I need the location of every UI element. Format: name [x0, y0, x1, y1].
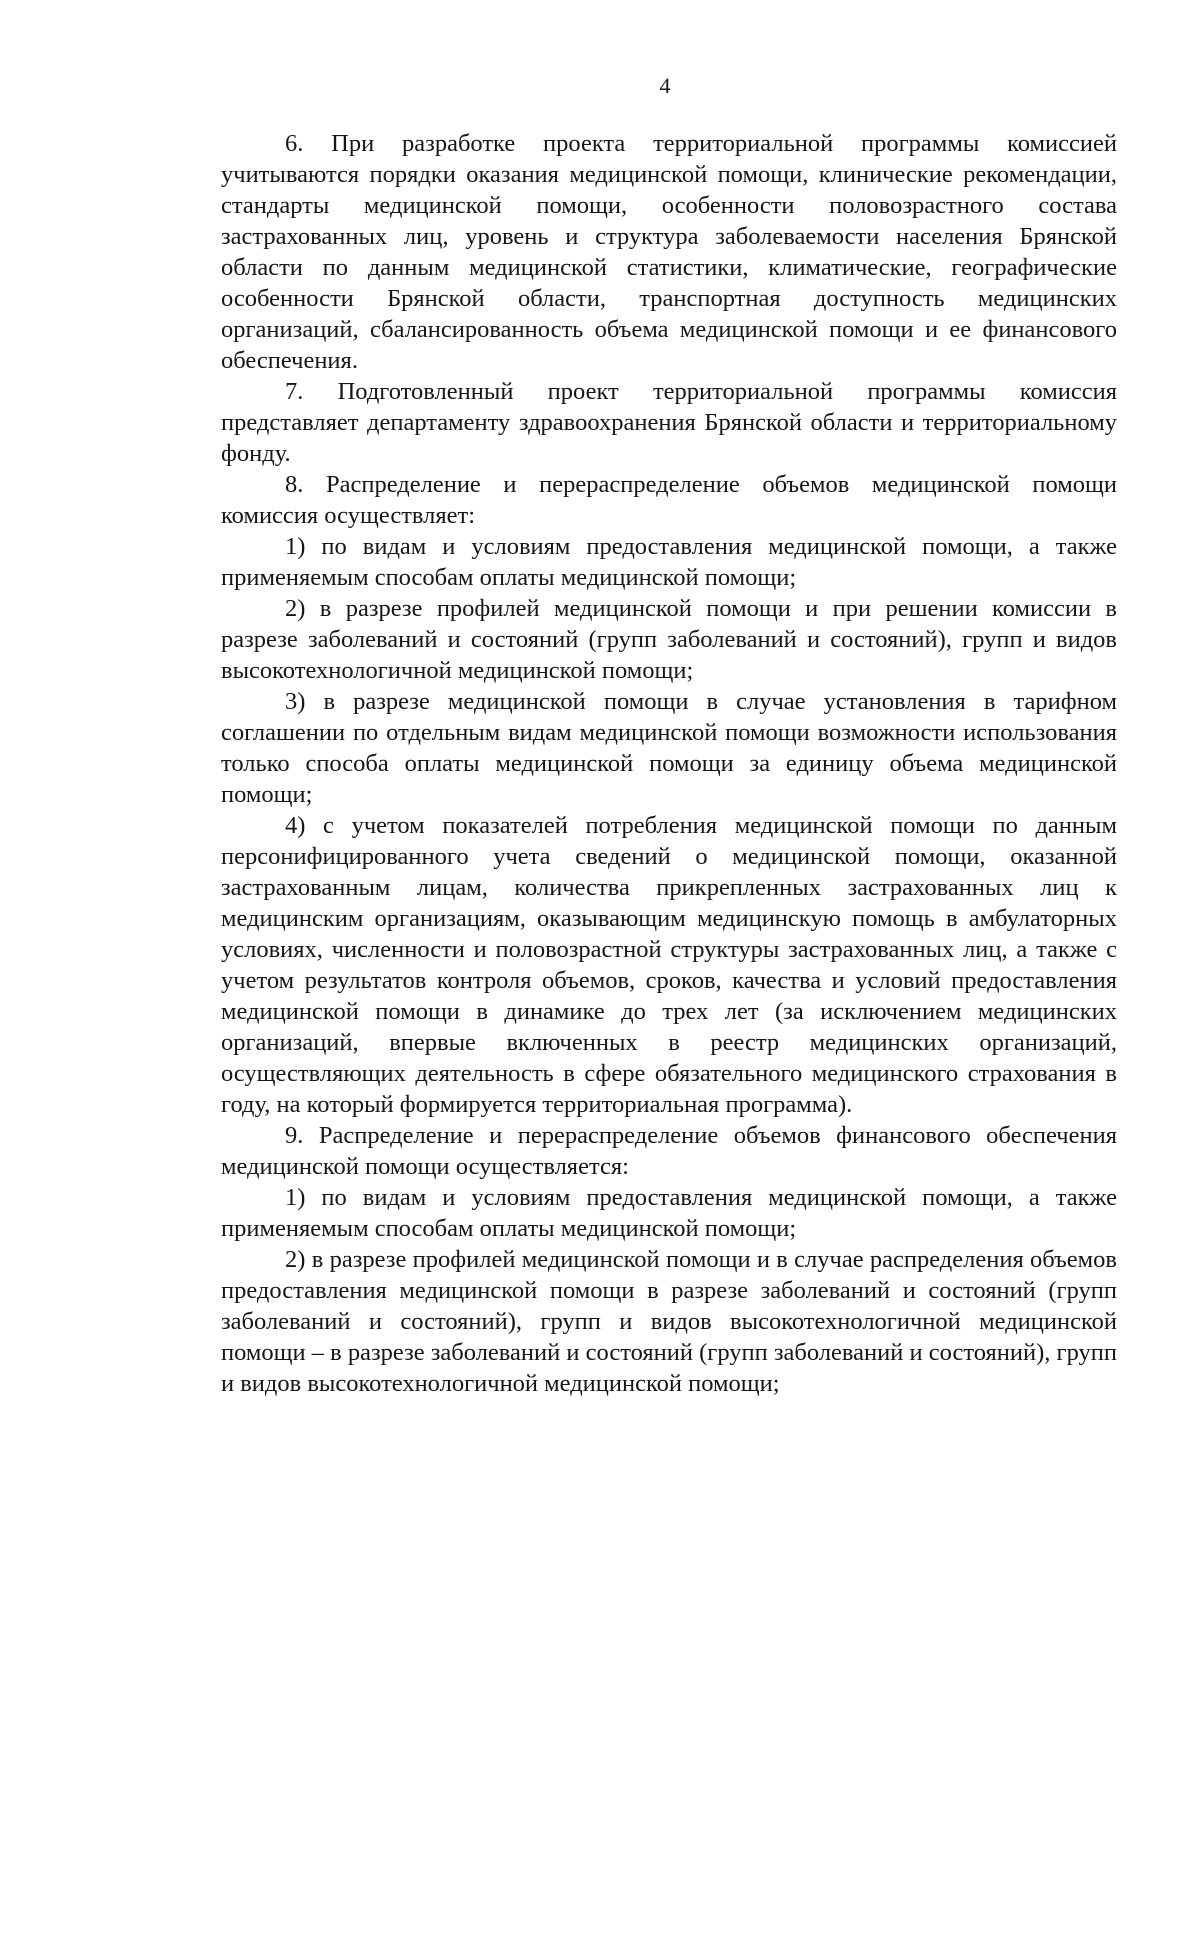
paragraph-9: 9. Распределение и перераспределение объемов финансового обеспечения медицинской помощи осуществляется: [221, 1122, 1117, 1180]
document-body [221, 128, 1117, 1399]
paragraph-8: 8. Распределение и перераспределение объемов медицинской помощи комиссия осуществляет: [221, 471, 1117, 529]
paragraph-7: 7. Подготовленный проект территориальной программы комиссия представляет департаменту здравоохранения Брянской области и территориальному фонду. [221, 378, 1117, 467]
paragraph-8-item-3: 3) в разрезе медицинской помощи в случае установления в тарифном соглашении по отдельным видам медицинской помощи возможности использования только способа оплаты медицинской помощи за единицу объема медицинской помощи; [221, 688, 1117, 808]
paragraph-9-item-2: 2) в разрезе профилей медицинской помощи и в случае распределения объемов предоставления медицинской помощи в разрезе заболеваний и состояний (групп заболеваний и состояний), групп и видов высокотехнологичной медицинской помощи – в разрезе заболеваний и состояний (групп заболеваний и состояний), групп и видов высокотехнологичной медицинской помощи; [221, 1246, 1117, 1397]
paragraph-8-item-4: 4) с учетом показателей потребления медицинской помощи по данным персонифицированного учета сведений о медицинской помощи, оказанной застрахованным лицам, количества прикрепленных застрахованных лиц к медицинским организациям, оказывающим медицинскую помощь в амбулаторных условиях, численности и половозрастной структуры застрахованных лиц, а также с учетом результатов контроля объемов, сроков, качества и условий предоставления медицинской помощи в динамике до трех лет (за исключением медицинских организаций, впервые включенных в реестр медицинских организаций, осуществляющих деятельность в сфере обязательного медицинского страхования в году, на который формируется территориальная программа). [221, 812, 1117, 1118]
paragraph-8-item-1: 1) по видам и условиям предоставления медицинской помощи, а также применяемым способам оплаты медицинской помощи; [221, 533, 1117, 591]
paragraph-9-item-1: 1) по видам и условиям предоставления медицинской помощи, а также применяемым способам оплаты медицинской помощи; [221, 1184, 1117, 1242]
paragraph-6: 6. При разработке проекта территориальной программы комиссией учитываются порядки оказания медицинской помощи, клинические рекомендации, стандарты медицинской помощи, особенности половозрастного состава застрахованных лиц, уровень и структура заболеваемости населения Брянской области по данным медицинской статистики, климатические, географические особенности Брянской области, транспортная доступность медицинских организаций, сбалансированность объема медицинской помощи и ее финансового обеспечения. [221, 130, 1117, 374]
page-number: 4 [659, 73, 671, 98]
paragraph-8-item-2: 2) в разрезе профилей медицинской помощи и при решении комиссии в разрезе заболеваний и состояний (групп заболеваний и состояний), групп и видов высокотехнологичной медицинской помощи; [221, 595, 1117, 684]
